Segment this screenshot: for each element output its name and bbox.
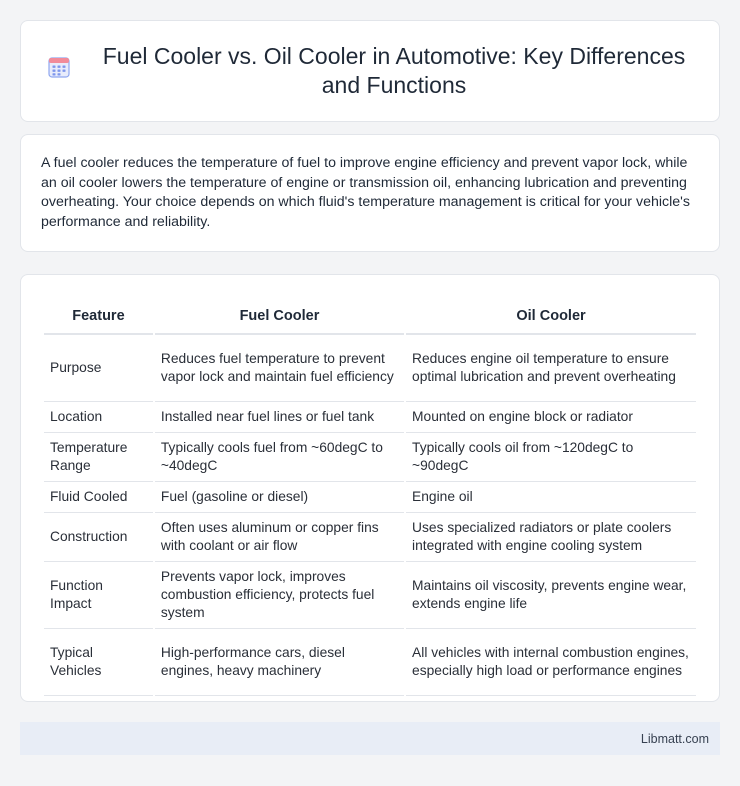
table-cell-fuel-cooler: Installed near fuel lines or fuel tank	[155, 402, 404, 433]
table-cell-fuel-cooler: Fuel (gasoline or diesel)	[155, 482, 404, 513]
table-cell-oil-cooler: Uses specialized radiators or plate coolers integrated with engine cooling system	[406, 513, 696, 562]
table-row	[44, 402, 696, 433]
footer-bar	[20, 722, 720, 755]
table-cell-oil-cooler: Mounted on engine block or radiator	[406, 402, 696, 433]
table-cell-oil-cooler: Engine oil	[406, 482, 696, 513]
title-card	[20, 20, 720, 122]
table-cell-feature: Fluid Cooled	[44, 482, 153, 513]
column-header-feature: Feature	[44, 295, 153, 335]
table-cell-fuel-cooler: Prevents vapor lock, improves combustion efficiency, protects fuel system	[155, 562, 404, 629]
table-cell-fuel-cooler: Reduces fuel temperature to prevent vapor lock and maintain fuel efficiency	[155, 335, 404, 402]
table-row	[44, 335, 696, 402]
table-row	[44, 562, 696, 629]
comparison-table	[42, 295, 698, 696]
table-cell-oil-cooler: Reduces engine oil temperature to ensure optimal lubrication and prevent overheating	[406, 335, 696, 402]
comparison-card	[20, 274, 720, 702]
table-row	[44, 629, 696, 696]
table-cell-oil-cooler: Maintains oil viscosity, prevents engine wear, extends engine life	[406, 562, 696, 629]
table-row	[44, 433, 696, 482]
summary-text: A fuel cooler reduces the temperature of fuel to improve engine efficiency and prevent vapor lock, while an oil cooler lowers the temperature of engine or transmission oil, enhancing lubrication and preventing overheating. Your choice depends on which fluid's temperature management is critical for your vehicle's performance and reliability.	[41, 155, 690, 230]
table-cell-fuel-cooler: Often uses aluminum or copper fins with coolant or air flow	[155, 513, 404, 562]
table-cell-feature: Construction	[44, 513, 153, 562]
table-cell-fuel-cooler: Typically cools fuel from ~60degC to ~40degC	[155, 433, 404, 482]
table-cell-feature: Function Impact	[44, 562, 153, 629]
table-cell-fuel-cooler: High-performance cars, diesel engines, heavy machinery	[155, 629, 404, 696]
table-header-row	[44, 295, 696, 335]
table-cell-feature: Location	[44, 402, 153, 433]
source-link[interactable]: Libmatt.com	[640, 731, 709, 746]
table-cell-feature: Purpose	[44, 335, 153, 402]
summary-card	[20, 134, 720, 252]
table-cell-feature: Temperature Range	[44, 433, 153, 482]
table-row	[44, 482, 696, 513]
column-header-fuel-cooler: Fuel Cooler	[155, 295, 404, 335]
table-cell-oil-cooler: Typically cools oil from ~120degC to ~90degC	[406, 433, 696, 482]
column-header-oil-cooler: Oil Cooler	[406, 295, 696, 335]
calendar-icon	[46, 54, 72, 80]
table-cell-oil-cooler: All vehicles with internal combustion engines, especially high load or performance engines	[406, 629, 696, 696]
table-cell-feature: Typical Vehicles	[44, 629, 153, 696]
table-row	[44, 513, 696, 562]
page-title: Fuel Cooler vs. Oil Cooler in Automotive: Key Differences and Functions	[102, 43, 686, 98]
